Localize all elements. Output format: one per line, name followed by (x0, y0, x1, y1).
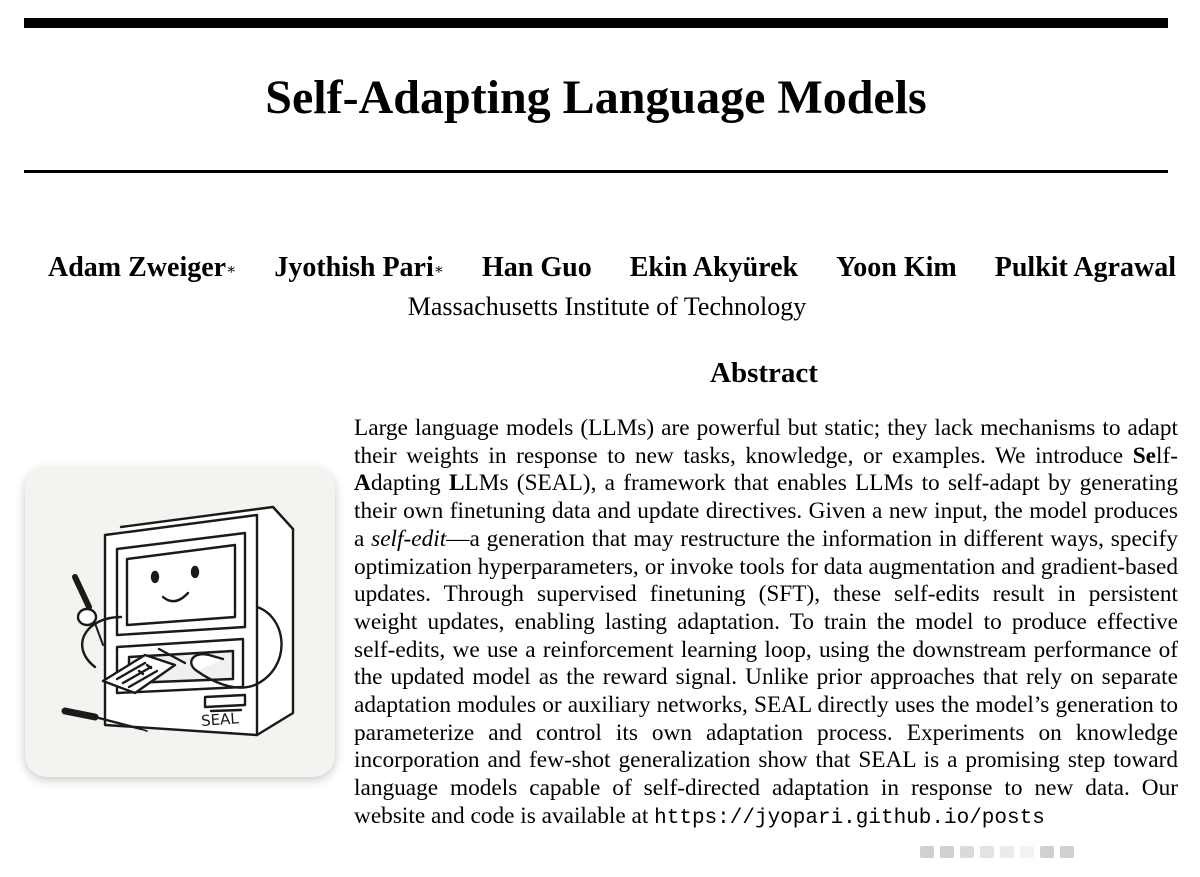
title-bottom-rule (24, 170, 1168, 173)
affiliation: Massachusetts Institute of Technology (407, 292, 807, 321)
author: Adam Zweiger∗ (48, 252, 237, 283)
paper-title: Self-Adapting Language Models (265, 71, 927, 124)
equal-contribution-mark: ∗ (226, 262, 237, 278)
top-rule (24, 18, 1168, 28)
seal-name-underlined: Self-Adapting LLMs (SEAL) (354, 442, 1178, 497)
self-edit-term: self-edit (371, 525, 447, 552)
abstract-heading: Abstract (710, 357, 818, 389)
url-fade-blocks (920, 846, 1074, 858)
website-url[interactable]: https://jyopari.github.io/posts (654, 806, 1045, 830)
abstract-body: Large language models (LLMs) are powerful but static; they lack mechanisms to adapt their weights in response to new tasks, knowledge, or examples. We introduce Self-Adapting LLMs (SEAL), a framework that enables LLMs to self-adapt by generating their own finetuning data and update directives. Given a new input, the model produces a self-edit—a generation that may restructure the information in different ways, specify optimization hyperparameters, or invoke tools for data augmentation and gradient-based updates. Through supervised finetuning (SFT), these self-edits result in persistent weight updates, enabling lasting adaptation. To train the model to produce effective self-edits, we use a reinforcement learning loop, using the downstream performance of the updated model as the reward signal. Unlike prior approaches that rely on separate adaptation modules or auxiliary networks, SEAL directly uses the model’s generation to parameterize and control its own adaptation process. Experiments on knowledge incorporation and few-shot generalization show that SEAL is a promising step toward language models capable of self-directed adaptation in response to new data. Our website and code is available at https://jyopari.github.io/posts (354, 415, 1179, 830)
author: Han Guo (482, 252, 592, 283)
author: Pulkit Agrawal (994, 252, 1176, 283)
author-list (48, 250, 1176, 286)
seal-illustration (25, 467, 335, 777)
seal-label: SEAL (200, 709, 240, 730)
equal-contribution-mark: ∗ (433, 262, 444, 278)
author: Ekin Akyürek (629, 252, 799, 283)
author: Yoon Kim (836, 252, 957, 283)
author: Jyothish Pari∗ (274, 252, 444, 283)
